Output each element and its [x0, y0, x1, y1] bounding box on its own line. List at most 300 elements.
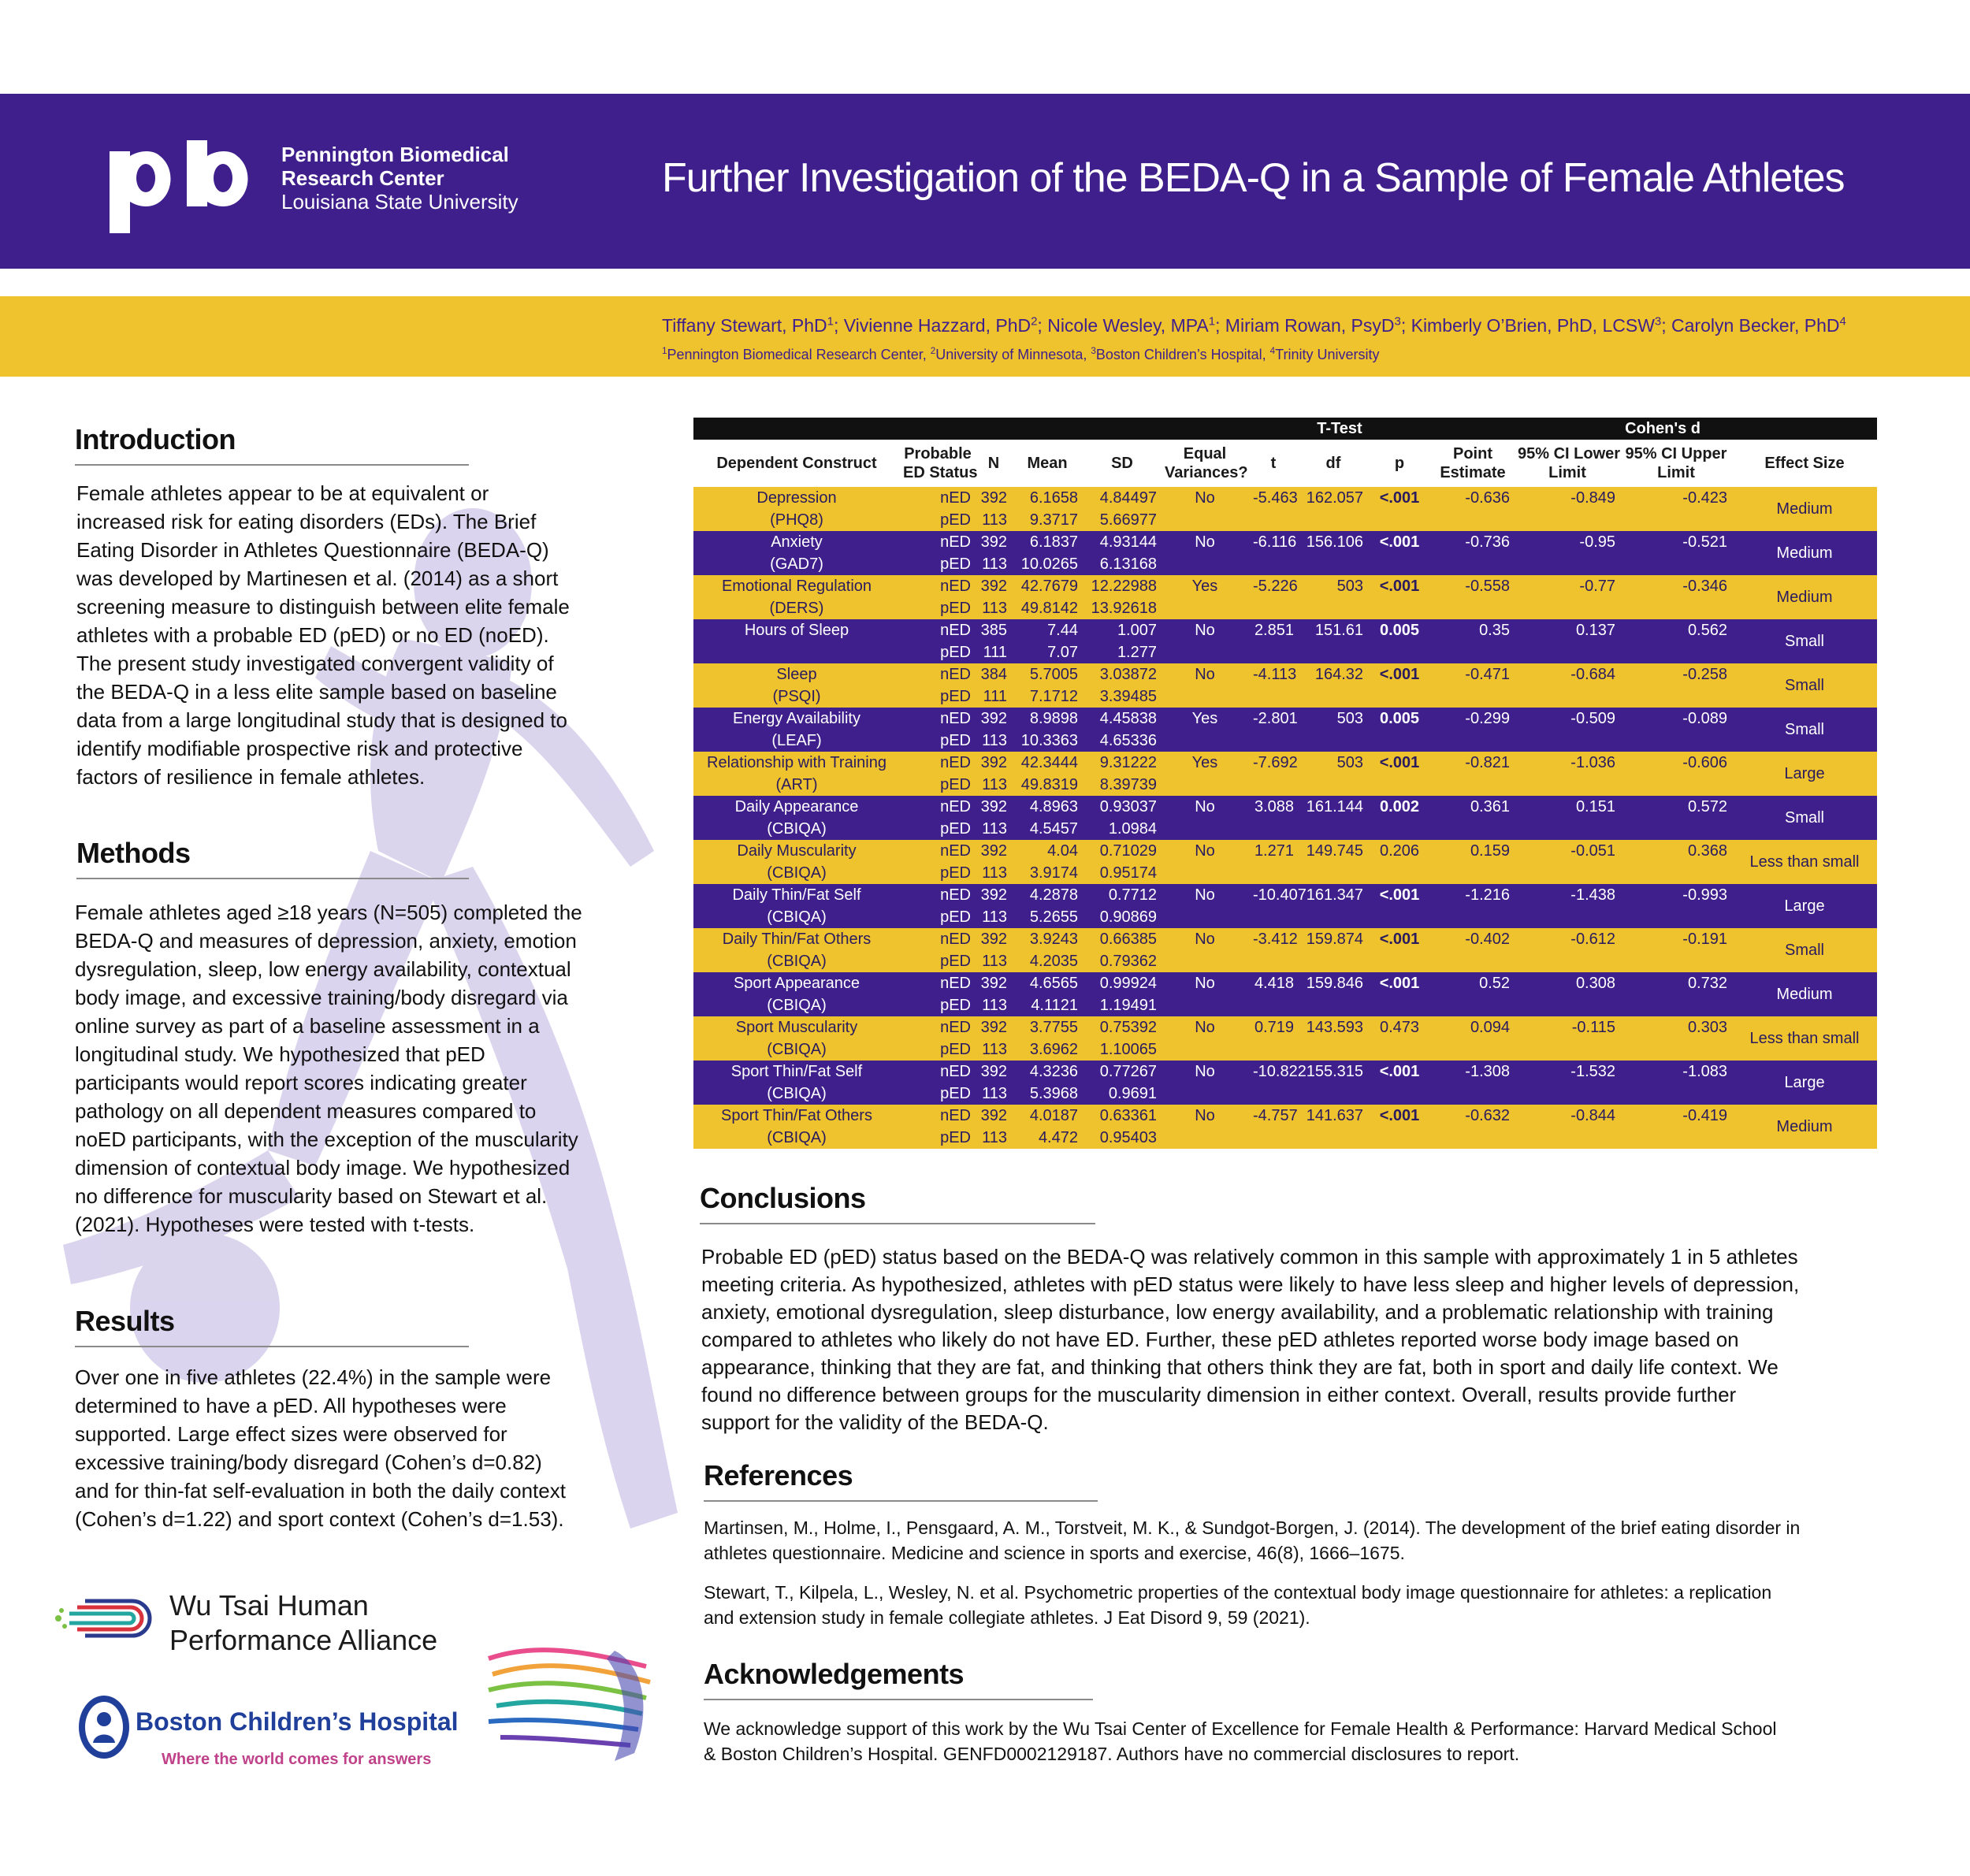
cell-status: nED: [900, 619, 976, 641]
cell-empty: [1162, 950, 1248, 972]
cell-p: <.001: [1368, 663, 1431, 685]
cell-effect-size: Small: [1732, 708, 1877, 752]
col-equal-var: Equal Variances?: [1162, 440, 1248, 487]
table-column-headers: [693, 440, 1877, 487]
cell-n: 392: [976, 972, 1012, 994]
col-point-estimate: Point Estimate: [1431, 440, 1515, 487]
cell-status: nED: [900, 1016, 976, 1038]
cell-status: nED: [900, 575, 976, 597]
cell-construct-scale: (ART): [693, 774, 900, 796]
results-body: [75, 1349, 674, 1533]
cell-sd: 4.93144: [1083, 531, 1162, 553]
table-row: [693, 619, 1877, 641]
cell-equal-var: No: [1162, 1105, 1248, 1127]
cell-empty: [1368, 553, 1431, 575]
cell-df: 159.874: [1299, 928, 1368, 950]
cell-p: <.001: [1368, 487, 1431, 509]
cell-sd: 4.45838: [1083, 708, 1162, 730]
cell-df: 503: [1299, 575, 1368, 597]
table-row: [693, 862, 1877, 884]
cell-n: 111: [976, 685, 1012, 708]
cell-construct: Sport Thin/Fat Self: [693, 1061, 900, 1083]
cell-status: pED: [900, 685, 976, 708]
cell-empty: [1368, 730, 1431, 752]
cell-t: -5.226: [1248, 575, 1299, 597]
cell-sd: 0.63361: [1083, 1105, 1162, 1127]
cell-empty: [1162, 685, 1248, 708]
cell-empty: [1299, 553, 1368, 575]
cell-t: -2.801: [1248, 708, 1299, 730]
cell-empty: [1299, 994, 1368, 1016]
cell-sd: 0.71029: [1083, 840, 1162, 862]
intro-line: factors of resilience in female athletes.: [76, 765, 426, 789]
acknowledgements-body: [704, 1702, 1933, 1766]
col-effect-size: Effect Size: [1732, 440, 1877, 487]
table-row: [693, 840, 1877, 862]
cell-effect-size: Medium: [1732, 575, 1877, 619]
cell-empty: [1620, 685, 1732, 708]
references-section: [704, 1459, 1098, 1502]
cell-status: pED: [900, 1038, 976, 1061]
cell-p: <.001: [1368, 928, 1431, 950]
cell-ci-lower: 0.151: [1515, 796, 1620, 818]
cell-mean: 7.07: [1012, 641, 1083, 663]
table-row: [693, 1127, 1877, 1149]
acknowledgements-section: [704, 1658, 1093, 1700]
cell-equal-var: Yes: [1162, 575, 1248, 597]
cell-equal-var: No: [1162, 840, 1248, 862]
affiliation: Boston Children’s Hospital: [1095, 347, 1262, 362]
cell-status: pED: [900, 862, 976, 884]
cell-empty: [1431, 1083, 1515, 1105]
cell-ci-lower: -1.438: [1515, 884, 1620, 906]
cell-empty: [1368, 818, 1431, 840]
cell-mean: 7.1712: [1012, 685, 1083, 708]
cell-n: 392: [976, 796, 1012, 818]
cell-mean: 4.3236: [1012, 1061, 1083, 1083]
table-row: [693, 1038, 1877, 1061]
cell-status: nED: [900, 840, 976, 862]
cell-status: pED: [900, 1127, 976, 1149]
cell-empty: [1162, 730, 1248, 752]
cell-empty: [1248, 1083, 1299, 1105]
cell-status: pED: [900, 818, 976, 840]
col-ci-upper: 95% CI Upper Limit: [1620, 440, 1732, 487]
cell-empty: [1248, 597, 1299, 619]
cell-sd: 0.95403: [1083, 1127, 1162, 1149]
cell-n: 113: [976, 1127, 1012, 1149]
author-name: Tiffany Stewart, PhD: [662, 315, 827, 336]
org-name: [281, 143, 519, 214]
cell-construct-scale: (CBIQA): [693, 1083, 900, 1105]
poster-title: Further Investigation of the BEDA-Q in a Sample of Female Athletes: [662, 155, 1845, 201]
cell-empty: [1299, 730, 1368, 752]
cell-status: pED: [900, 641, 976, 663]
section-divider: [75, 1346, 469, 1347]
conclusions-line: anxiety, emotional dysregulation, sleep disturbance, low energy availability, and a problematic relationship with training: [701, 1300, 1774, 1324]
cell-point-estimate: -1.216: [1431, 884, 1515, 906]
cell-empty: [1162, 1038, 1248, 1061]
cell-construct: Sport Thin/Fat Others: [693, 1105, 900, 1127]
cell-empty: [1299, 1127, 1368, 1149]
cell-mean: 3.7755: [1012, 1016, 1083, 1038]
cell-status: nED: [900, 531, 976, 553]
cell-effect-size: Less than small: [1732, 1016, 1877, 1061]
cell-empty: [1515, 730, 1620, 752]
flowing-head-logo-icon: [489, 1635, 654, 1769]
cell-status: pED: [900, 950, 976, 972]
col-t: t: [1248, 440, 1299, 487]
cell-empty: [1620, 730, 1732, 752]
results-line: Over one in five athletes (22.4%) in the sample were: [75, 1365, 552, 1389]
table-row: [693, 1083, 1877, 1105]
cell-empty: [1368, 906, 1431, 928]
cell-empty: [1368, 950, 1431, 972]
cell-t: -7.692: [1248, 752, 1299, 774]
cell-effect-size: Medium: [1732, 487, 1877, 531]
cell-df: 162.057: [1299, 487, 1368, 509]
cell-n: 113: [976, 1083, 1012, 1105]
cell-empty: [1162, 1083, 1248, 1105]
intro-line: the BEDA-Q in a less elite sample based on baseline: [76, 680, 557, 704]
cell-empty: [1431, 1127, 1515, 1149]
table-row: [693, 575, 1877, 597]
table-row: [693, 818, 1877, 840]
reference-2: Stewart, T., Kilpela, L., Wesley, N. et al. Psychometric properties of the contextual body image questionnaire for athletes: a replication and extension study in female collegiate athletes. J Eat Disord 9, 59 (2021).: [704, 1582, 1772, 1628]
cell-empty: [1162, 641, 1248, 663]
cell-empty: [1431, 906, 1515, 928]
cell-empty: [1248, 509, 1299, 531]
cell-status: nED: [900, 663, 976, 685]
cell-empty: [1368, 1127, 1431, 1149]
table-row: [693, 509, 1877, 531]
pb-logo-icon: [105, 140, 262, 233]
cell-p: 0.005: [1368, 619, 1431, 641]
author-band: [0, 296, 1970, 377]
table-row: [693, 1105, 1877, 1127]
references-body: [704, 1501, 1933, 1630]
cell-sd: 3.03872: [1083, 663, 1162, 685]
cell-ci-upper: 0.572: [1620, 796, 1732, 818]
cell-mean: 8.9898: [1012, 708, 1083, 730]
cell-point-estimate: 0.35: [1431, 619, 1515, 641]
author-sup: 1: [1208, 314, 1216, 329]
cell-ci-upper: 0.732: [1620, 972, 1732, 994]
col-n: N: [976, 440, 1012, 487]
wu-tsai-name: [169, 1588, 437, 1658]
section-divider: [704, 1699, 1093, 1700]
cell-construct-scale: (CBIQA): [693, 818, 900, 840]
cell-equal-var: No: [1162, 972, 1248, 994]
cell-ci-upper: -0.191: [1620, 928, 1732, 950]
cell-t: 3.088: [1248, 796, 1299, 818]
cell-empty: [1299, 818, 1368, 840]
cell-empty: [1299, 1083, 1368, 1105]
cell-construct-scale: (GAD7): [693, 553, 900, 575]
cell-point-estimate: -0.471: [1431, 663, 1515, 685]
cell-n: 113: [976, 774, 1012, 796]
cell-t: 1.271: [1248, 840, 1299, 862]
table-row: [693, 597, 1877, 619]
cell-empty: [1515, 1083, 1620, 1105]
cell-df: 161.144: [1299, 796, 1368, 818]
cell-equal-var: Yes: [1162, 708, 1248, 730]
col-ci-lower: 95% CI Lower Limit: [1515, 440, 1620, 487]
cell-df: 503: [1299, 708, 1368, 730]
cell-empty: [1162, 509, 1248, 531]
cell-sd: 0.99924: [1083, 972, 1162, 994]
cell-effect-size: Small: [1732, 928, 1877, 972]
org-line2: Research Center: [281, 166, 444, 190]
cell-df: 161.347: [1299, 884, 1368, 906]
cell-sd: 1.10065: [1083, 1038, 1162, 1061]
author-sup: 4: [1839, 314, 1846, 329]
cell-empty: [1248, 774, 1299, 796]
cell-df: 156.106: [1299, 531, 1368, 553]
author-name: Vivienne Hazzard, PhD: [843, 315, 1031, 336]
cell-empty: [1620, 774, 1732, 796]
table-row: [693, 531, 1877, 553]
intro-line: Eating Disorder in Athletes Questionnaire (BEDA-Q): [76, 538, 549, 562]
intro-line: screening measure to distinguish between elite female: [76, 595, 570, 619]
table-row: [693, 796, 1877, 818]
cell-empty: [1515, 685, 1620, 708]
cohen-group-label: Cohen's d: [1515, 418, 1732, 440]
cell-construct-scale: (CBIQA): [693, 950, 900, 972]
cell-empty: [1515, 509, 1620, 531]
cell-empty: [1162, 774, 1248, 796]
cell-status: nED: [900, 708, 976, 730]
cell-empty: [1620, 862, 1732, 884]
reference-1: Martinsen, M., Holme, I., Pensgaard, A. M., Torstveit, M. K., & Sundgot-Borgen, J. (2014). The development of the brief eating disorder in athletes questionnaire. Medicine and science in sports and exercise, 46(8), 1666–1675.: [704, 1518, 1801, 1563]
table-row: [693, 487, 1877, 509]
cell-point-estimate: -0.402: [1431, 928, 1515, 950]
cell-sd: 1.007: [1083, 619, 1162, 641]
cell-status: nED: [900, 1105, 976, 1127]
cell-n: 392: [976, 708, 1012, 730]
cell-construct: Daily Thin/Fat Self: [693, 884, 900, 906]
author-list: Tiffany Stewart, PhD$^1$; Vivienne Hazzard, PhD$^2$; Nicole Wesley, MPA$^1$; Miriam Rowan, PsyD$^3$; Kimberly O’Brien, PhD, LCSW$^3$; Carolyn Becker, PhD$^4$: [662, 314, 1846, 336]
cell-t: -10.407: [1248, 884, 1299, 906]
cell-empty: [1299, 862, 1368, 884]
cell-empty: [1620, 641, 1732, 663]
cell-empty: [1248, 553, 1299, 575]
cell-empty: [1368, 509, 1431, 531]
cell-effect-size: Small: [1732, 663, 1877, 708]
cell-construct: Sleep: [693, 663, 900, 685]
cell-empty: [1431, 862, 1515, 884]
methods-line: online survey as part of a baseline assessment in a: [75, 1014, 540, 1038]
cell-n: 392: [976, 884, 1012, 906]
cell-sd: 3.39485: [1083, 685, 1162, 708]
ack-line: & Boston Children’s Hospital. GENFD0002129187. Authors have no commercial disclosures to report.: [704, 1744, 1520, 1764]
cell-empty: [1431, 818, 1515, 840]
cell-empty: [1162, 818, 1248, 840]
cell-effect-size: Medium: [1732, 531, 1877, 575]
cell-empty: [1431, 597, 1515, 619]
cell-status: pED: [900, 774, 976, 796]
cell-mean: 4.8963: [1012, 796, 1083, 818]
conclusions-line: appearance, thinking that they are fat, and thinking that others think they are fat, both in sport and daily life context. We: [701, 1355, 1779, 1379]
cell-empty: [1620, 509, 1732, 531]
cell-t: 0.719: [1248, 1016, 1299, 1038]
cell-empty: [1248, 862, 1299, 884]
table-row: [693, 730, 1877, 752]
intro-line: data from a large longitudinal study that is designed to: [76, 708, 567, 732]
intro-line: Female athletes appear to be at equivalent or: [76, 481, 489, 505]
cell-p: 0.002: [1368, 796, 1431, 818]
wu-line1: Wu Tsai Human: [169, 1589, 369, 1622]
cell-status: nED: [900, 1061, 976, 1083]
col-construct: Dependent Construct: [693, 440, 900, 487]
cell-df: 149.745: [1299, 840, 1368, 862]
cell-ci-lower: -1.036: [1515, 752, 1620, 774]
cell-point-estimate: 0.52: [1431, 972, 1515, 994]
cell-construct: Daily Thin/Fat Others: [693, 928, 900, 950]
cell-point-estimate: -0.632: [1431, 1105, 1515, 1127]
cell-empty: [1299, 685, 1368, 708]
cell-ci-lower: -0.849: [1515, 487, 1620, 509]
cell-ci-upper: -0.089: [1620, 708, 1732, 730]
table-row: [693, 752, 1877, 774]
cell-p: <.001: [1368, 884, 1431, 906]
cell-mean: 5.3968: [1012, 1083, 1083, 1105]
cell-empty: [1431, 1038, 1515, 1061]
cell-construct-scale: (LEAF): [693, 730, 900, 752]
results-line: and for thin-fat self-evaluation in both the daily context: [75, 1479, 566, 1503]
cell-ci-lower: -0.051: [1515, 840, 1620, 862]
cell-n: 392: [976, 575, 1012, 597]
cell-ci-lower: -0.95: [1515, 531, 1620, 553]
cell-point-estimate: 0.094: [1431, 1016, 1515, 1038]
results-heading: Results: [75, 1305, 175, 1337]
col-status: Probable ED Status: [900, 440, 976, 487]
cell-empty: [1248, 1127, 1299, 1149]
cell-t: 2.851: [1248, 619, 1299, 641]
methods-line: dysregulation, sleep, low energy availability, contextual: [75, 957, 571, 981]
conclusions-body: [701, 1229, 1931, 1436]
cell-point-estimate: 0.361: [1431, 796, 1515, 818]
cell-n: 111: [976, 641, 1012, 663]
cell-t: -4.113: [1248, 663, 1299, 685]
cell-construct: Relationship with Training: [693, 752, 900, 774]
org-line1: Pennington Biomedical: [281, 143, 509, 166]
cell-ci-lower: -0.77: [1515, 575, 1620, 597]
cell-empty: [1368, 862, 1431, 884]
cell-df: 503: [1299, 752, 1368, 774]
cell-empty: [1368, 774, 1431, 796]
section-divider: [700, 1223, 1095, 1224]
cell-mean: 42.7679: [1012, 575, 1083, 597]
methods-line: dimension of contextual body image. We hypothesized: [75, 1156, 571, 1179]
methods-line: no difference for muscularity based on Stewart et al.: [75, 1184, 548, 1208]
cell-mean: 5.7005: [1012, 663, 1083, 685]
results-line: supported. Large effect sizes were observed for: [75, 1422, 507, 1446]
cell-empty: [1248, 730, 1299, 752]
cell-ci-lower: -0.509: [1515, 708, 1620, 730]
cell-empty: [1515, 906, 1620, 928]
cell-empty: [1431, 509, 1515, 531]
cell-construct: Energy Availability: [693, 708, 900, 730]
cell-sd: 0.66385: [1083, 928, 1162, 950]
cell-empty: [1431, 994, 1515, 1016]
cell-empty: [1248, 950, 1299, 972]
cell-n: 392: [976, 487, 1012, 509]
cell-empty: [1299, 950, 1368, 972]
cell-ci-upper: -0.606: [1620, 752, 1732, 774]
methods-body: [75, 884, 674, 1239]
wu-line2: Performance Alliance: [169, 1624, 438, 1656]
cell-status: pED: [900, 994, 976, 1016]
cell-p: <.001: [1368, 1061, 1431, 1083]
cell-empty: [1620, 950, 1732, 972]
cell-effect-size: Small: [1732, 619, 1877, 663]
cell-sd: 6.13168: [1083, 553, 1162, 575]
cell-construct: Hours of Sleep: [693, 619, 900, 641]
cell-mean: 3.6962: [1012, 1038, 1083, 1061]
table-row: [693, 774, 1877, 796]
cell-mean: 10.3363: [1012, 730, 1083, 752]
cell-mean: 9.3717: [1012, 509, 1083, 531]
table-row: [693, 685, 1877, 708]
cell-t: -6.116: [1248, 531, 1299, 553]
cell-empty: [1515, 641, 1620, 663]
cell-n: 113: [976, 818, 1012, 840]
cell-effect-size: Small: [1732, 796, 1877, 840]
col-p: p: [1368, 440, 1431, 487]
col-df: df: [1299, 440, 1368, 487]
methods-heading: Methods: [76, 837, 191, 869]
cell-p: <.001: [1368, 972, 1431, 994]
cell-mean: 5.2655: [1012, 906, 1083, 928]
cell-ci-lower: 0.308: [1515, 972, 1620, 994]
author-name: Carolyn Becker, PhD: [1671, 315, 1840, 336]
cell-mean: 4.2035: [1012, 950, 1083, 972]
cell-n: 392: [976, 531, 1012, 553]
cell-construct-scale: [693, 641, 900, 663]
cell-empty: [1431, 774, 1515, 796]
cell-effect-size: Medium: [1732, 1105, 1877, 1149]
methods-line: Female athletes aged ≥18 years (N=505) completed the: [75, 901, 582, 924]
cell-empty: [1515, 553, 1620, 575]
cell-ci-upper: 0.303: [1620, 1016, 1732, 1038]
intro-line: athletes with a probable ED (pED) or no ED (noED).: [76, 623, 549, 647]
cell-empty: [1248, 906, 1299, 928]
cell-empty: [1515, 597, 1620, 619]
conclusions-line: compared to athletes who likely do not have ED. Further, these pED athletes reported worse body image based on: [701, 1328, 1739, 1351]
cell-construct-scale: (CBIQA): [693, 906, 900, 928]
cell-construct: Sport Appearance: [693, 972, 900, 994]
methods-line: pathology on all dependent measures compared to: [75, 1099, 537, 1123]
cell-empty: [1162, 994, 1248, 1016]
cell-empty: [1162, 862, 1248, 884]
cell-df: 151.61: [1299, 619, 1368, 641]
cell-empty: [1162, 906, 1248, 928]
cell-p: 0.005: [1368, 708, 1431, 730]
cell-ci-upper: -0.419: [1620, 1105, 1732, 1127]
cell-status: pED: [900, 553, 976, 575]
table-row: [693, 972, 1877, 994]
cell-n: 392: [976, 928, 1012, 950]
methods-section: [76, 837, 469, 879]
cell-point-estimate: -0.636: [1431, 487, 1515, 509]
cell-construct-scale: (CBIQA): [693, 994, 900, 1016]
author-name: Nicole Wesley, MPA: [1047, 315, 1209, 336]
cell-effect-size: Large: [1732, 1061, 1877, 1105]
cell-empty: [1620, 1083, 1732, 1105]
ttest-group-label: T-Test: [1248, 418, 1431, 440]
ack-line: We acknowledge support of this work by the Wu Tsai Center of Excellence for Female Health & Performance: Harvard Medical School: [704, 1718, 1777, 1739]
